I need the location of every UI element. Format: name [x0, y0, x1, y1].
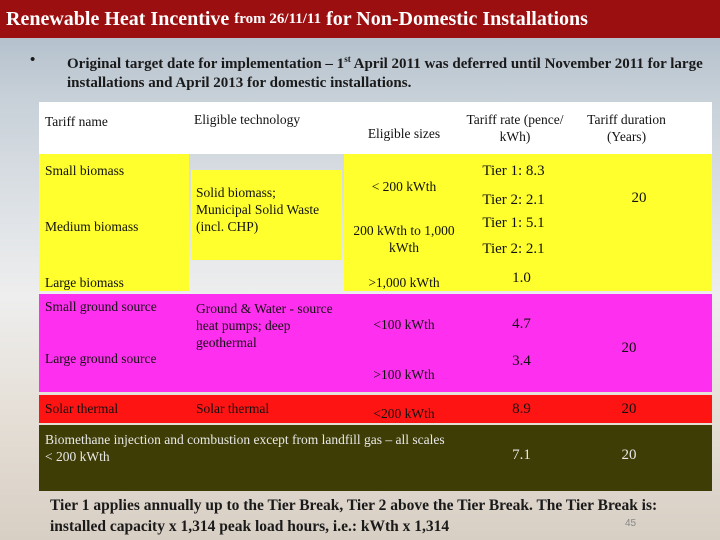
biomass-technology: Solid biomass; Municipal Solid Waste (incl. CHP): [196, 185, 320, 234]
small-biomass-tier2: Tier 2: 2.1: [482, 192, 545, 208]
tier-break-note: Tier 1 applies annually up to the Tier Break, Tier 2 above the Tier Break. The Tier Break is: installed capacity x 1,314 peak load hours, i.e.: kWth x 1,314: [50, 497, 658, 535]
bullet-text: [67, 50, 712, 93]
biomass-size-small: < 200 kWth: [371, 179, 437, 194]
title-tail: for Non-Domestic Installations: [326, 7, 588, 30]
large-biomass-label: Large biomass: [45, 275, 124, 290]
title-main: Renewable Heat Incentive: [6, 7, 230, 30]
bullet-icon: •: [30, 52, 36, 68]
large-ground-rate: 3.4: [512, 353, 531, 369]
bullet-text-b: April 2011 was deferred until November 2011 for large installations and April 2013 for domestic installations.: [67, 56, 703, 91]
solar-thermal-label: Solar thermal: [45, 401, 119, 416]
tariff-table: [39, 102, 712, 494]
medium-biomass-tier1: Tier 1: 5.1: [482, 215, 545, 231]
ground-size-small: <100 kWth: [373, 317, 435, 332]
bullet-text-a: Original target date for implementation – 1: [67, 56, 345, 72]
solar-thermal-technology: Solar thermal: [196, 401, 270, 416]
small-ground-source-label: Small ground source: [45, 299, 157, 314]
header-eligible-sizes: Eligible sizes: [367, 126, 441, 141]
bullet-text-sup: st: [344, 54, 351, 64]
biomethane-description: Biomethane injection and combustion except from landfill gas – all scales < 200 kWth: [45, 432, 445, 464]
header-tariff-duration: Tariff duration (Years): [587, 112, 666, 144]
medium-biomass-tier2: Tier 2: 2.1: [482, 241, 545, 257]
page-number: 45: [625, 518, 637, 529]
small-ground-rate: 4.7: [512, 316, 531, 332]
header-eligible-technology: Eligible technology: [194, 112, 301, 127]
biomethane-duration: 20: [621, 447, 637, 463]
large-biomass-rate: 1.0: [512, 270, 531, 286]
ground-size-large: >100 kWth: [373, 367, 435, 382]
biomethane-rate: 7.1: [512, 447, 531, 463]
title-date: from 26/11/11: [234, 10, 322, 27]
large-ground-source-label: Large ground source: [45, 351, 157, 366]
ground-technology: Ground & Water - source heat pumps; deep geothermal: [196, 301, 333, 350]
medium-biomass-label: Medium biomass: [45, 219, 139, 234]
ground-duration: 20: [621, 340, 637, 356]
header-tariff-rate: Tariff rate (pence/ kWh): [466, 112, 564, 144]
biomass-size-large: >1,000 kWth: [368, 275, 440, 290]
solar-thermal-duration: 20: [621, 401, 637, 417]
small-biomass-tier1: Tier 1: 8.3: [482, 163, 545, 179]
header-tariff-name: Tariff name: [45, 114, 108, 129]
small-biomass-label: Small biomass: [45, 163, 125, 178]
slide-title: [0, 0, 720, 38]
solar-thermal-size: <200 kWth: [373, 406, 435, 421]
solar-thermal-rate: 8.9: [512, 401, 531, 417]
biomass-duration: 20: [631, 190, 647, 206]
biomass-size-medium: 200 kWth to 1,000 kWth: [353, 223, 455, 255]
